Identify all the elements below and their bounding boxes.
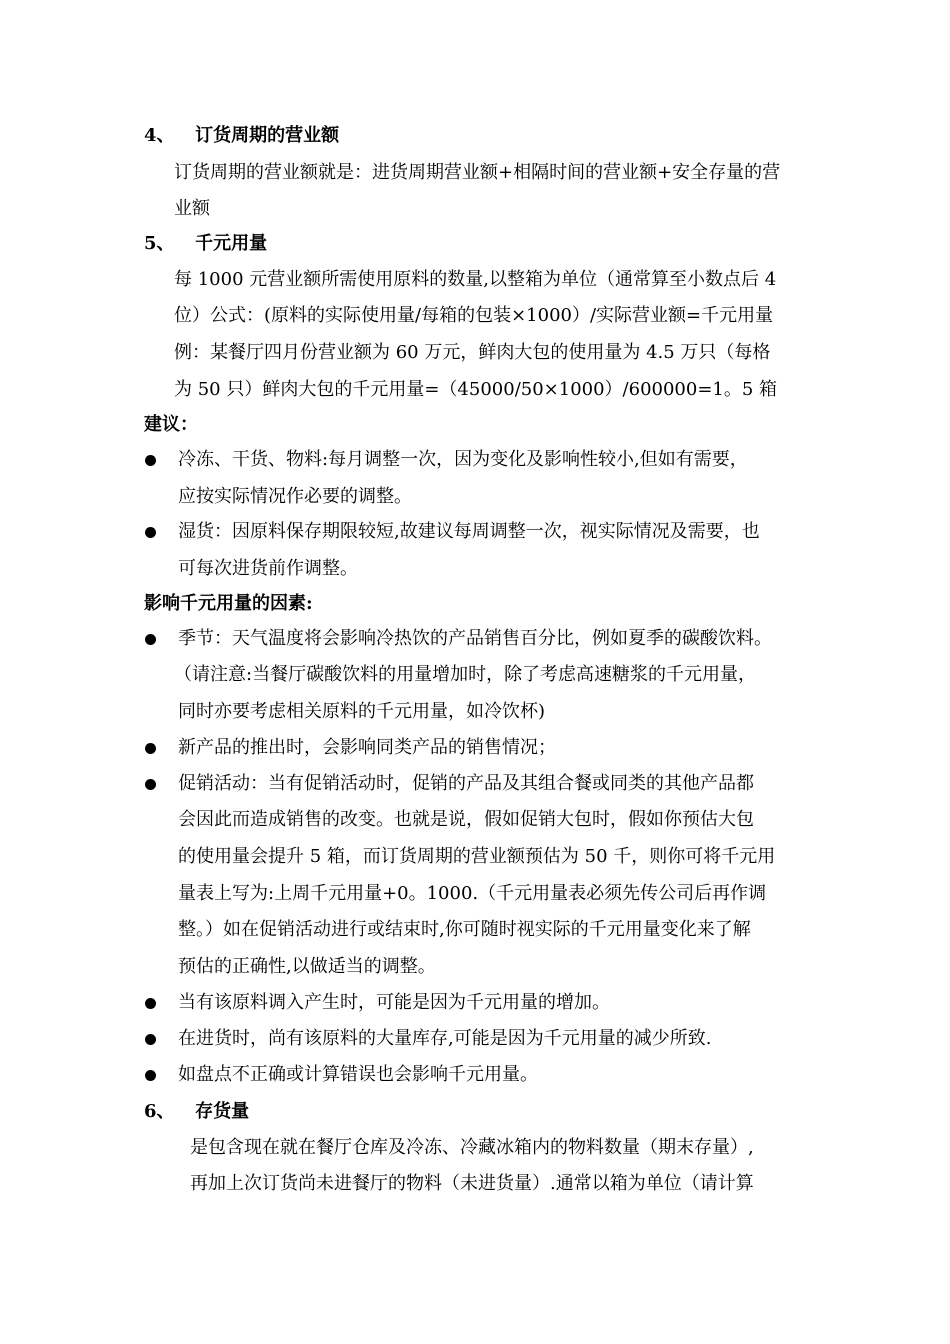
factor-item-line: 当有该原料调入产生时，可能是因为千元用量的增加。 <box>178 992 610 1013</box>
bullet-icon <box>145 1027 156 1051</box>
section-5-title: 千元用量 <box>195 233 268 254</box>
section-4-title: 订货周期的营业额 <box>195 125 340 146</box>
factor-item-line: 会因此而造成销售的改变。也就是说，假如促销大包时，假如你预估大包 <box>178 809 754 830</box>
section-5-number: 5、 <box>144 233 175 254</box>
suggestion-item-line: 冷冻、干货、物料:每月调整一次，因为变化及影响性较小,但如有需要， <box>178 449 748 470</box>
factor-item-line: 的使用量会提升 5 箱，而订货周期的营业额预估为 50 千，则你可将千元用 <box>178 846 776 867</box>
suggestion-item-line: 湿货：因原料保存期限较短,故建议每周调整一次，视实际情况及需要，也 <box>178 521 760 542</box>
factors-heading: 影响千元用量的因素: <box>144 593 313 614</box>
factor-item-line: 促销活动：当有促销活动时，促销的产品及其组合餐或同类的其他产品都 <box>178 773 754 794</box>
factor-item-line: 新产品的推出时，会影响同类产品的销售情况； <box>178 737 556 758</box>
bullet-icon <box>145 520 156 544</box>
factor-item-line: 在进货时，尚有该原料的大量库存,可能是因为千元用量的减少所致. <box>178 1028 712 1049</box>
section-6-line: 是包含现在就在餐厅仓库及冷冻、冷藏冰箱内的物料数量（期末存量）, <box>190 1137 754 1158</box>
factor-item-line: （请注意:当餐厅碳酸饮料的用量增加时，除了考虑高速糖浆的千元用量， <box>174 664 757 685</box>
factor-item-line: 季节：天气温度将会影响冷热饮的产品销售百分比，例如夏季的碳酸饮料。 <box>178 628 772 649</box>
section-4-line: 业额 <box>174 198 210 219</box>
bullet-icon <box>145 1063 156 1087</box>
bullet-icon <box>145 991 156 1015</box>
section-5-line: 为 50 只）鲜肉大包的千元用量=（45000/50×1000）/600000=1。5 箱 <box>174 379 778 400</box>
bullet-icon <box>145 627 156 651</box>
suggestion-item-line: 应按实际情况作必要的调整。 <box>178 486 412 507</box>
bullet-icon <box>145 736 156 760</box>
suggestion-item-line: 可每次进货前作调整。 <box>178 558 358 579</box>
factor-item-line: 量表上写为:上周千元用量+0。1000.（千元用量表必须先传公司后再作调 <box>178 883 767 904</box>
section-5-heading <box>144 232 267 256</box>
bullet-icon <box>145 448 156 472</box>
section-4-heading <box>144 124 339 148</box>
section-5-line: 例：某餐厅四月份营业额为 60 万元，鲜肉大包的使用量为 4.5 万只（每格 <box>174 342 771 363</box>
section-6-heading <box>144 1100 249 1124</box>
section-5-line: 位）公式：(原料的实际使用量/每箱的包装×1000）/实际营业额=千元用量 <box>174 305 774 326</box>
section-4-line: 订货周期的营业额就是：进货周期营业额+相隔时间的营业额+安全存量的营 <box>174 162 781 183</box>
section-5-line: 每 1000 元营业额所需使用原料的数量,以整箱为单位（通常算至小数点后 4 <box>174 269 777 290</box>
factor-item-line: 同时亦要考虑相关原料的千元用量，如冷饮杯) <box>178 701 546 722</box>
section-6-title: 存货量 <box>195 1101 250 1122</box>
section-6-line: 再加上次订货尚未进餐厅的物料（未进货量）.通常以箱为单位（请计算 <box>190 1173 754 1194</box>
suggestion-heading: 建议： <box>144 414 198 435</box>
bullet-icon <box>145 772 156 796</box>
section-4-number: 4、 <box>144 125 175 146</box>
factor-item-line: 如盘点不正确或计算错误也会影响千元用量。 <box>178 1064 538 1085</box>
factor-item-line: 预估的正确性,以做适当的调整。 <box>178 956 436 977</box>
section-6-number: 6、 <box>144 1101 175 1122</box>
factor-item-line: 整。）如在促销活动进行或结束时,你可随时视实际的千元用量变化来了解 <box>178 919 751 940</box>
